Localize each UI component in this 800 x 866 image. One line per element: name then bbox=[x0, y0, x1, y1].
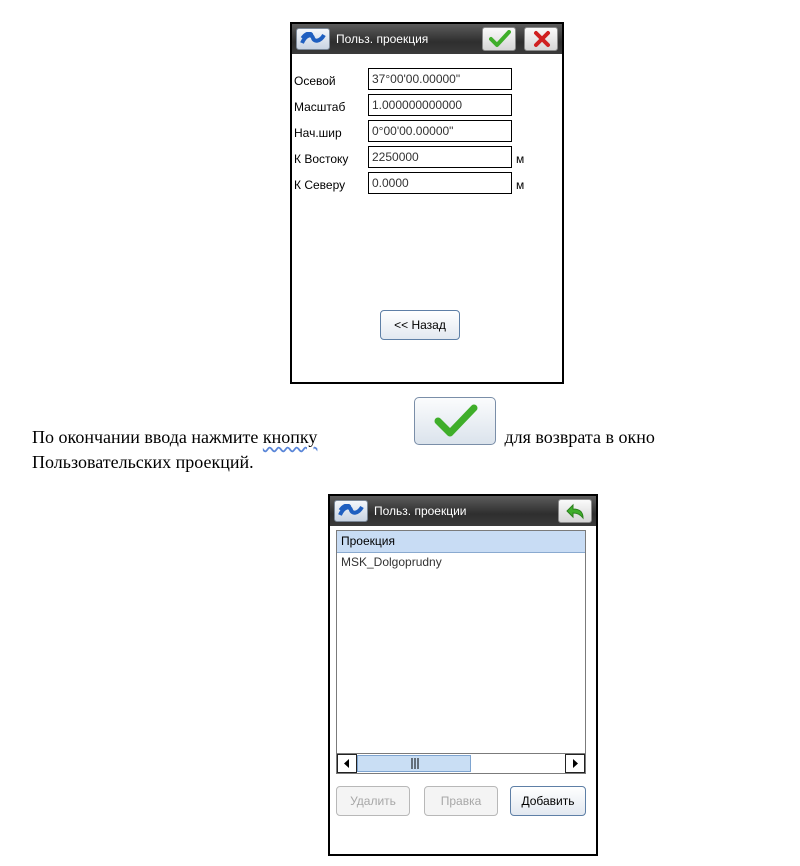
start-latitude-field[interactable]: 0°00'00.00000" bbox=[368, 120, 512, 142]
horizontal-scrollbar[interactable] bbox=[337, 753, 585, 773]
false-easting-field[interactable]: 2250000 bbox=[368, 146, 512, 168]
app-logo-icon[interactable] bbox=[296, 28, 330, 50]
projection-dialog bbox=[290, 22, 564, 384]
accept-button[interactable] bbox=[482, 27, 516, 51]
unit-east: м bbox=[516, 152, 525, 166]
triangle-right-icon bbox=[566, 755, 584, 772]
check-icon bbox=[434, 404, 478, 438]
instruction-line-1: По окончании ввода нажмите кнопку bbox=[32, 427, 318, 447]
field-label-north: К Северу bbox=[294, 178, 346, 192]
unit-north: м bbox=[516, 178, 525, 192]
field-label-start-lat: Нач.шир bbox=[294, 126, 342, 140]
cancel-button[interactable] bbox=[524, 27, 558, 51]
return-arrow-icon bbox=[565, 502, 587, 520]
scale-field[interactable]: 1.000000000000 bbox=[368, 94, 512, 116]
grip-icon bbox=[358, 756, 472, 771]
axial-meridian-field[interactable]: 37°00'00.00000" bbox=[368, 68, 512, 90]
false-northing-field[interactable]: 0.0000 bbox=[368, 172, 512, 194]
instruction-line-2: Пользовательских проекций. bbox=[32, 452, 254, 472]
column-header-projection[interactable]: Проекция bbox=[337, 531, 585, 553]
app-logo-icon[interactable] bbox=[334, 500, 368, 522]
projections-list[interactable] bbox=[336, 530, 586, 774]
field-label-axial: Осевой bbox=[294, 74, 336, 88]
scroll-thumb[interactable] bbox=[357, 755, 471, 772]
scroll-left-arrow[interactable] bbox=[337, 754, 357, 773]
check-icon bbox=[489, 30, 511, 48]
list-item[interactable]: MSK_Dolgoprudny bbox=[341, 555, 442, 569]
projections-title: Польз. проекции bbox=[374, 504, 467, 518]
back-button[interactable]: << Назад bbox=[380, 310, 460, 340]
close-icon bbox=[531, 30, 553, 48]
field-label-east: К Востоку bbox=[294, 152, 349, 166]
back-arrow-button[interactable] bbox=[558, 499, 592, 523]
add-button[interactable]: Добавить bbox=[510, 786, 586, 816]
field-label-scale: Масштаб bbox=[294, 100, 346, 114]
triangle-left-icon bbox=[338, 755, 356, 772]
scroll-right-arrow[interactable] bbox=[565, 754, 585, 773]
dialog-titlebar bbox=[292, 24, 562, 54]
instruction-link: кнопку bbox=[262, 427, 318, 447]
projections-titlebar bbox=[330, 496, 596, 526]
projections-window bbox=[328, 494, 598, 856]
delete-button[interactable]: Удалить bbox=[336, 786, 410, 816]
dialog-title: Польз. проекция bbox=[336, 32, 429, 46]
inline-accept-button bbox=[414, 397, 496, 445]
instruction-line-1-end: для возврата в окно bbox=[500, 427, 655, 447]
edit-button[interactable]: Правка bbox=[424, 786, 498, 816]
